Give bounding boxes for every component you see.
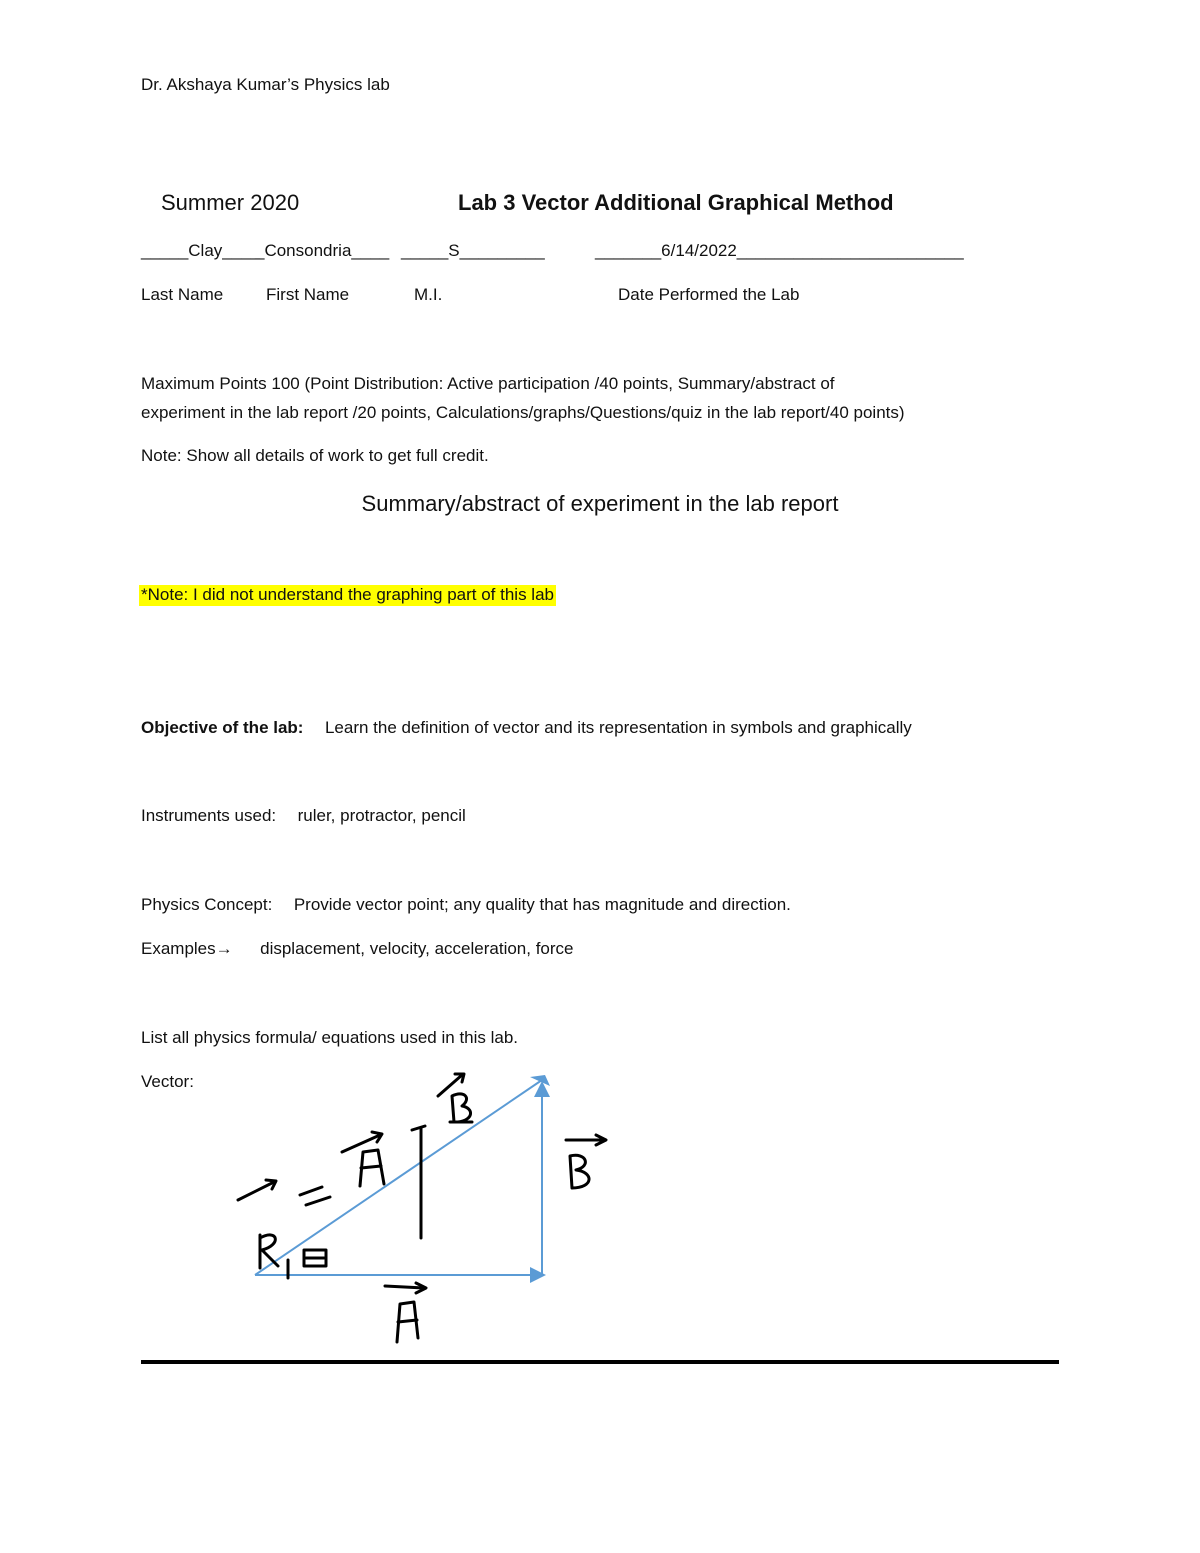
date-performed-value: _______6/14/2022________________________ [595,241,964,260]
handwriting [238,1074,606,1342]
handwritten-plus [412,1126,425,1238]
date-performed-label: Date Performed the Lab [618,285,800,304]
concept-value: Provide vector point; any quality that has magnitude and direction. [293,895,791,914]
examples-row [141,939,574,959]
handwritten-theta [288,1250,326,1278]
objective-label: Objective of the lab: [141,718,304,737]
highlighted-note-text: *Note: I did not understand the graphing part of this lab [141,585,554,604]
section-heading: Summary/abstract of experiment in the lab report [361,491,839,516]
handwritten-equals [300,1187,330,1205]
objective-row [141,718,912,738]
points-line-2: experiment in the lab report /20 points, Calculations/graphs/Questions/quiz in the lab report/40 points) [141,403,905,422]
lab-owner-header: Dr. Akshaya Kumar’s Physics lab [141,75,390,94]
handwritten-a-bottom [385,1283,426,1342]
handwritten-b-right [566,1135,606,1188]
vector-triangle [255,1075,550,1275]
objective-value: Learn the definition of vector and its representation in symbols and graphically [324,718,912,737]
concept-label: Physics Concept: [141,895,273,914]
last-name-label: Last Name [141,285,224,304]
vector-r-line [255,1080,542,1275]
term-label: Summer 2020 [161,190,300,215]
credit-note: Note: Show all details of work to get full credit. [141,446,489,465]
points-line-1: Maximum Points 100 (Point Distribution: Active participation /40 points, Summary/abstract of [141,374,835,393]
examples-label: Examples→ [141,939,233,958]
vector-addition-drawing [220,1060,640,1350]
examples-value: displacement, velocity, acceleration, force [260,939,574,958]
vector-r-arrowhead [530,1075,550,1086]
vector-label: Vector: [141,1072,194,1091]
middle-initial-label: M.I. [414,285,443,304]
handwritten-a-middle [342,1132,384,1186]
handwritten-r [238,1180,278,1268]
handwritten-b-top [438,1074,472,1122]
concept-row [141,895,791,915]
instruments-value: ruler, protractor, pencil [297,806,466,825]
bottom-divider [141,1360,1059,1364]
instruments-row [141,806,466,826]
last-name-value: _____Clay____ [141,241,261,260]
first-name-value: _Consondria____ [255,241,390,260]
points-distribution [141,369,1071,427]
highlighted-note [139,585,556,605]
page-title: Lab 3 Vector Additional Graphical Method [458,190,894,215]
first-name-label: First Name [266,285,350,304]
middle-initial-value: _____S_________ [401,241,545,260]
formula-prompt: List all physics formula/ equations used in this lab. [141,1028,519,1047]
instruments-label: Instruments used: [141,806,277,825]
